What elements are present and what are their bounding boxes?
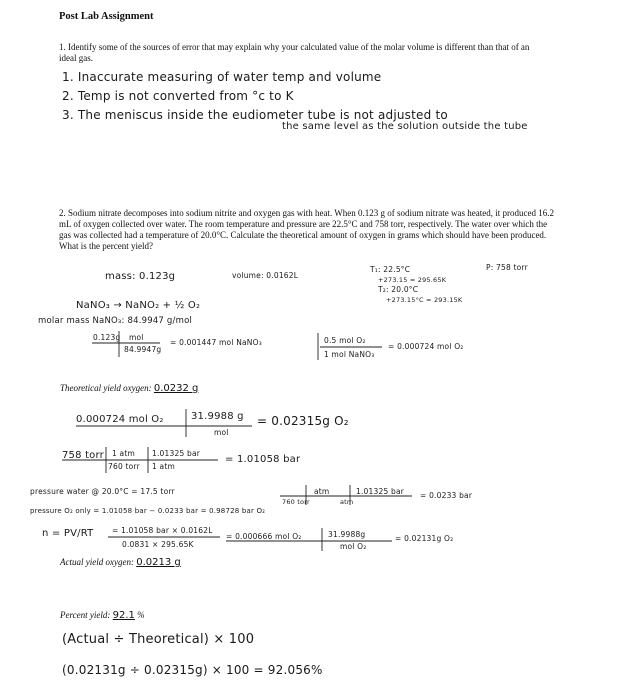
n-denominator: 0.0831 × 295.65K — [122, 540, 194, 549]
percent-yield-value: 92.1 — [112, 610, 135, 621]
water-atm-unit: atm — [314, 487, 330, 496]
grams-calc-result: = 0.02315g O₂ — [257, 414, 349, 428]
molar-mass: molar mass NaNO₃: 84.9947 g/mol — [38, 316, 193, 326]
percent-yield-label: Percent yield: 92.1 % — [60, 610, 145, 621]
q1-answer-2: 2. Temp is not converted from °c to K — [62, 89, 294, 103]
question-2-prompt: 2. Sodium nitrate decomposes into sodium nitrite and oxygen gas with heat. When 0.123 g of sodium nitrate was heated, it produced 16.2 mL of oxygen collected over water. The room temperature and pressure are 22.5°C and 758 torr, respectively. The water over which the gas was collected had a temperature of 20.0°C. Calculate the theoretical amount of oxygen in grams which should have been produced. What is the percent yield? — [59, 208, 554, 251]
mole-calc-denominator: 84.9947g — [124, 345, 162, 354]
n-formula: n = PV/RT — [42, 528, 94, 539]
n-grams-denominator: mol O₂ — [340, 542, 367, 551]
mole-calc-start: 0.123g — [93, 333, 121, 342]
actual-yield-label: Actual yield oxygen: 0.0213 g — [60, 557, 181, 568]
ratio-result: = 0.000724 mol O₂ — [388, 342, 464, 351]
water-bar-result: = 0.0233 bar — [420, 491, 473, 500]
percent-formula: (Actual ÷ Theoretical) × 100 — [62, 632, 255, 647]
pressure-bar-result: = 1.01058 bar — [225, 454, 301, 465]
given-t2: T₂: 20.0°C — [378, 285, 419, 294]
theoretical-yield-value: 0.0232 g — [153, 383, 199, 394]
given-volume: volume: 0.0162L — [232, 271, 299, 280]
percent-calculation: (0.02131g ÷ 0.02315g) × 100 = 92.056% — [62, 663, 323, 677]
water-atm-denominator: atm — [340, 498, 354, 506]
theoretical-yield-label: Theoretical yield oxygen: 0.0232 g — [60, 383, 199, 394]
o2-only-pressure: pressure O₂ only = 1.01058 bar − 0.0233 bar = 0.98728 bar O₂ — [30, 507, 266, 515]
n-numerator: = 1.01058 bar × 0.0162L — [112, 526, 213, 535]
grams-calc-start: 0.000724 mol O₂ — [76, 414, 164, 425]
question-1-prompt: 1. Identify some of the sources of error that may explain why your calculated value of the molar volume is different than that of an ideal gas. — [59, 42, 530, 63]
percent-unit: % — [137, 610, 145, 620]
given-pressure: P: 758 torr — [486, 263, 528, 272]
mole-calc-result: = 0.001447 mol NaNO₃ — [170, 338, 262, 347]
ratio-numerator: 0.5 mol O₂ — [324, 336, 366, 345]
bar-numerator: 1.01325 bar — [152, 449, 201, 458]
n-moles-result: = 0.000666 mol O₂ — [226, 532, 302, 541]
q1-answer-3: 3. The meniscus inside the eudiometer tube is not adjusted to — [62, 108, 448, 122]
water-denominator: 760 torr — [282, 498, 310, 506]
bar-denominator: 1 atm — [152, 462, 175, 471]
given-t2-conversion: +273.15°C = 293.15K — [386, 296, 463, 304]
atm-numerator: 1 atm — [112, 449, 135, 458]
water-vapor-pressure: pressure water @ 20.0°C = 17.5 torr — [30, 487, 175, 496]
page-title: Post Lab Assignment — [59, 11, 154, 22]
given-t1: T₁: 22.5°C — [370, 265, 411, 274]
mole-calc-unit: mol — [129, 333, 144, 342]
grams-calc-numerator: 31.9988 g — [191, 411, 244, 422]
q1-answer-3-cont: the same level as the solution outside the tube — [282, 121, 528, 132]
grams-calc-denominator: mol — [214, 428, 229, 437]
pressure-start: 758 torr — [62, 450, 104, 461]
reaction-equation: NaNO₃ → NaNO₂ + ½ O₂ — [76, 300, 201, 311]
given-mass: mass: 0.123g — [105, 271, 176, 282]
atm-denominator: 760 torr — [108, 462, 140, 471]
actual-yield-value: 0.0213 g — [136, 557, 181, 568]
n-grams-numerator: 31.9988g — [328, 530, 366, 539]
q1-answer-1: 1. Inaccurate measuring of water temp and volume — [62, 70, 382, 84]
n-grams-result: = 0.02131g O₂ — [395, 534, 454, 543]
given-t1-conversion: +273.15 = 295.65K — [378, 276, 447, 284]
ratio-denominator: 1 mol NaNO₃ — [324, 350, 375, 359]
water-bar-unit: 1.01325 bar — [356, 487, 405, 496]
